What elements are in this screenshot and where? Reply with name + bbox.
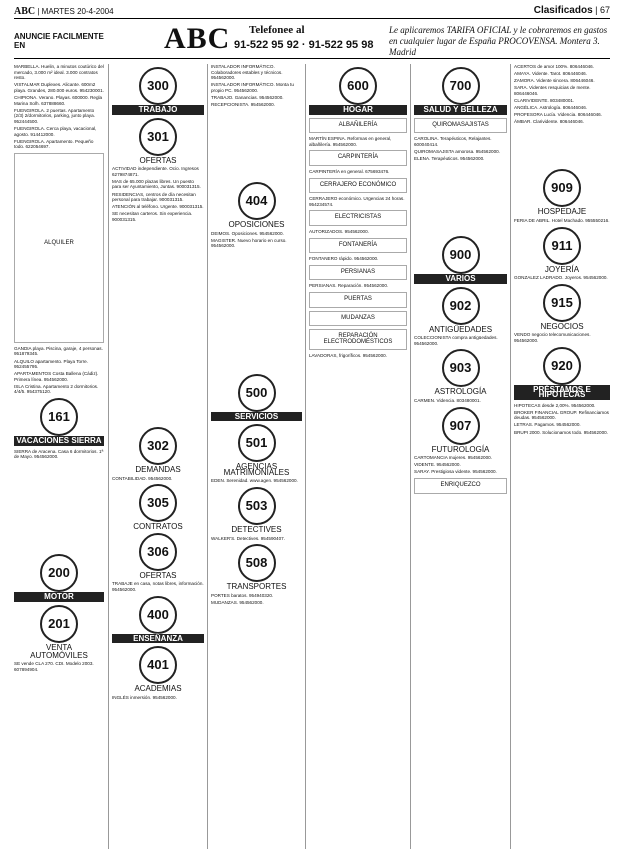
section-907: 907 FUTUROLOGÍA: [414, 407, 507, 453]
section-903: 903 ASTROLOGÍA: [414, 349, 507, 395]
ad-text: PROFESORA Lucía. Videncia. 806446046.: [514, 112, 603, 118]
subsection-persianas: PERSIANAS: [309, 265, 407, 281]
ad-text: CARTOMANCIA mujeres. 954562000.: [414, 455, 492, 461]
section-900: 900 VARIOS: [414, 236, 507, 284]
ad-text: MARTÍN ESPINA. Reformas en general, albañilería. 954562000.: [309, 136, 392, 147]
ad-text: GONZALEZ LADRADO. Joyeros. 954562000.: [514, 275, 608, 281]
ad-text: SE vende CLA 270. CDI. Modelo 2003. 607894904.: [14, 661, 94, 672]
section-501: 501 AGENCIAS MATRIMONIALES: [211, 424, 302, 475]
ad-text: PERSIANAS. Reparación. 954562000.: [309, 283, 389, 289]
section-508: 508 TRANSPORTES: [211, 544, 302, 590]
ad-text: COLECCIONISTA compra antigüedades. 954562000.: [414, 335, 498, 346]
section-909: 909 HOSPEDAJE: [514, 169, 610, 215]
column-5: [414, 64, 507, 849]
section-302: 302 DEMANDAS: [112, 427, 204, 473]
ad-text: ATENCIÓN al teléfono. Urgente. 900031315.: [112, 204, 204, 210]
ad-text: VISTALMAR Duplexes. Alicante. 600m2 playa. Grandes, 280.000 euros. 954230001.: [14, 82, 104, 93]
ad-text: MAS de 65.000 plazas libres. Un puesto para ser Ayuntamiento, Juntas. 900031315.: [112, 178, 201, 190]
subsection-electricistas: ELECTRICISTAS: [309, 210, 407, 226]
page-number: 67: [599, 5, 610, 15]
column-divider: [108, 64, 109, 849]
page-header: ABC | MARTES 20-4-2004 Clasificados | 67: [14, 5, 610, 17]
ad-text: DEIMOS. Oposiciones. 954562000.: [211, 230, 284, 236]
ad-text: ALQUILO apartamento. Playa Torre. 952455795.: [14, 358, 88, 370]
subsection-electrodomesticos: REPARACIÓN ELECTRODOMÉSTICOS: [309, 329, 407, 350]
ad-text: ISLA Cristina. Apartamento 2 dormitorios. 4/4/5. 954375120.: [14, 383, 99, 395]
ad-text: WALKER'S. Detectives. 954590407.: [211, 535, 285, 541]
section-400: 400 ENSEÑANZA: [112, 596, 204, 644]
ad-text: SARAY. Prestigiosa vidente. 954562000.: [414, 469, 497, 475]
section-404: 404 OPOSICIONES: [211, 182, 302, 228]
ad-text: INSTALADOR INFORMÁTICO. Monta tu propio PC. 954562000.: [211, 82, 294, 93]
column-divider: [410, 64, 411, 849]
section-920: 920 PRÉSTAMOS E HIPOTECAS: [514, 347, 610, 400]
column-1: [14, 64, 104, 849]
subsection-cerrajero: CERRAJERO ECONÓMICO: [309, 178, 407, 194]
ad-text: CARMEN. Videncia. 803480001.: [414, 398, 481, 404]
subsection-puertas: PUERTAS: [309, 292, 407, 308]
ad-text: CERRAJERO económico. Urgencias 24 horas. 954234574.: [309, 196, 405, 207]
column-divider: [510, 64, 511, 849]
section-700: 700 SALUD Y BELLEZA: [414, 67, 507, 115]
ad-text: BROKER FINANCIAL GROUP. Refinanciamos deudas. 954562000.: [514, 409, 609, 421]
ad-text: CARPINTERÍA en general. 675693476.: [309, 168, 390, 174]
ad-text: ANGÉLICA. Astrología. 806446046.: [514, 105, 588, 111]
subsection-mudanzas: MUDANZAS: [309, 311, 407, 327]
ad-text: CAROLINA. Terapéuticos, Relajantes. 600040414.: [414, 136, 492, 147]
ad-text: CLARIVIDENTE. 803480001.: [514, 97, 575, 103]
ad-text: TRABAJO. Ganancias. 954562000.: [211, 94, 284, 100]
header-date: MARTES 20-4-2004: [41, 7, 114, 16]
ad-text: SE necesitan carteros. Sin experiencia. 900031315.: [112, 211, 193, 222]
ad-text: ACERTOS de amor 100%. 806446046.: [514, 64, 595, 69]
ad-text: ZAMORA. Vidente sincera. 806446046.: [514, 78, 595, 84]
section-503: 503 DETECTIVES: [211, 487, 302, 533]
column-3: [211, 64, 302, 849]
column-4: [309, 64, 407, 849]
section-title: Clasificados: [533, 5, 593, 16]
ad-text: TRABAJE en casa, notas libres, información. 954562000.: [112, 581, 204, 592]
section-305: 305 CONTRATOS: [112, 484, 204, 530]
section-301: 301 OFERTAS: [112, 118, 204, 164]
ad-text: CHIPIONA. Verano. Playas. 600000. Regla Marina Solh. 637888660.: [14, 94, 103, 106]
ad-text: SIERRA de Aracena. Casa 6 dormitorios. 1ª de Mayo. 954562000.: [14, 448, 104, 460]
ad-text: ELENA. Terapéuticos. 954562000.: [414, 155, 485, 161]
ad-text: MARBELLA. Huelin, a minutos coutúrico del mercado, 3.000 m² ideal. 3.000 contratos resto.: [14, 64, 104, 81]
ad-text: FERIA DE ABRIL. Hotel Machado. 955550216.: [514, 217, 610, 223]
ad-text: AMAYA. Vidente. Tarot. 806446046.: [514, 71, 587, 77]
subsection-quiromasajistas: QUIROMASAJISTAS: [414, 118, 507, 134]
ad-text: SARA. Videntes resquicias de mente. 806446046.: [514, 85, 591, 96]
ad-text: APARTAMENTOS Costa Ballena (Cádiz). Primera línea. 954562000.: [14, 371, 99, 382]
subsection-fontaneria: FONTANERÍA: [309, 238, 407, 254]
section-200: 200 MOTOR: [14, 554, 104, 602]
ad-text: FUENGIROLA. 2 puertas. Apartamento (2/3) 2/dormitorios, parking, junto playa. 952444500.: [14, 107, 95, 124]
ad-text: RECEPCIONISTA. 954562000.: [211, 102, 276, 108]
banner-logo: ABC: [164, 22, 231, 55]
ad-text: GANDIA playa. Piscina, garaje, 4 personas. 951879345.: [14, 345, 103, 357]
ad-text: ACTIVIDAD independiente. Ocio. Ingresos 6279874871.: [112, 166, 199, 177]
ad-text: LETRAS. Pagamos. 954562000.: [514, 422, 581, 428]
ad-text: LAVADORAS, frigoríficos. 954562000.: [309, 353, 387, 359]
column-2: [112, 64, 204, 849]
ad-text: QUIROMASAJISTA amorosa. 954562000.: [414, 148, 500, 154]
ad-text: MUDANZAS. 954562000.: [211, 599, 264, 605]
ad-text: MAGISTER. Nuevo horario en curso. 954562000.: [211, 237, 287, 249]
ad-text: VIDENTE. 954562000.: [414, 462, 461, 468]
section-902: 902 ANTIGÜEDADES: [414, 287, 507, 333]
ad-text: INSTALADOR INFORMÁTICO. Colaboradores estables y técnicos. 954562000.: [211, 64, 283, 81]
ad-box-alquiler: ALQUILER: [14, 153, 104, 343]
ad-text: FUENGIROLA. Cerca playa, vacacional, agosto. 914412000.: [14, 125, 97, 137]
banner-left: ANUNCIE FACILMENTE EN: [14, 32, 104, 50]
ad-text: FONTANERO rápido. 954562000.: [309, 256, 379, 262]
section-201: 201 VENTA AUTOMÓVILES: [14, 605, 104, 658]
section-401: 401 ACADEMIAS: [112, 646, 204, 692]
section-915: 915 NEGOCIOS: [514, 284, 610, 330]
subsection-carpinteria: CARPINTERÍA: [309, 150, 407, 166]
section-600: 600 HOGAR: [309, 67, 407, 115]
ad-text: BRUPI 2000. Solucionamos todo. 954562000.: [514, 429, 608, 435]
ad-text: RESIDENCIAS, centros de día necesitan personal para trabajar. 900031315.: [112, 191, 196, 203]
ad-text: PORTES baratos. 954940320.: [211, 592, 274, 598]
ad-text: AUTORIZADOS. 954562000.: [309, 228, 369, 234]
column-divider: [207, 64, 208, 849]
banner-numbers: 91-522 95 92 · 91-522 95 98: [234, 39, 374, 51]
ad-banner: [14, 22, 610, 59]
section-500: 500 SERVICIOS: [211, 374, 302, 422]
section-161: 161 VACACIONES SIERRA: [14, 398, 104, 446]
banner-tel-label: Telefonee al: [249, 24, 305, 36]
ad-text: INGLÉS inmersión. 954562000.: [112, 694, 177, 700]
ad-text: EDEN. Serenidad. www.agen. 954562000.: [211, 478, 298, 484]
ad-box-enriquezco: ENRIQUEZCO: [414, 478, 507, 494]
ad-text: ÁMBAR. Clarividente. 806446046.: [514, 119, 584, 125]
section-911: 911 JOYERÍA: [514, 227, 610, 273]
section-300: 300 TRABAJO: [112, 67, 204, 115]
subsection-albanileria: ALBAÑILERÍA: [309, 118, 407, 134]
ad-text: FUENGIROLA. Apartamento. Pequeño todo. 622054697.: [14, 138, 94, 150]
ad-text: CONTABILIDAD. 954562000.: [112, 475, 173, 481]
ad-text: VENDO negocio telecomunicaciones. 954562000.: [514, 332, 591, 343]
column-divider: [305, 64, 306, 849]
banner-right: Le aplicaremos TARIFA OFICIAL y le cobraremos en gastos en cualquier lugar de España PROCOVENSA. Montera 3. Madrid: [389, 25, 608, 57]
column-6: [514, 64, 610, 849]
paper-name: ABC: [14, 6, 36, 17]
section-306: 306 OFERTAS: [112, 533, 204, 579]
ad-text: HIPOTECAS desde 2,00%. 954562000.: [514, 402, 596, 408]
